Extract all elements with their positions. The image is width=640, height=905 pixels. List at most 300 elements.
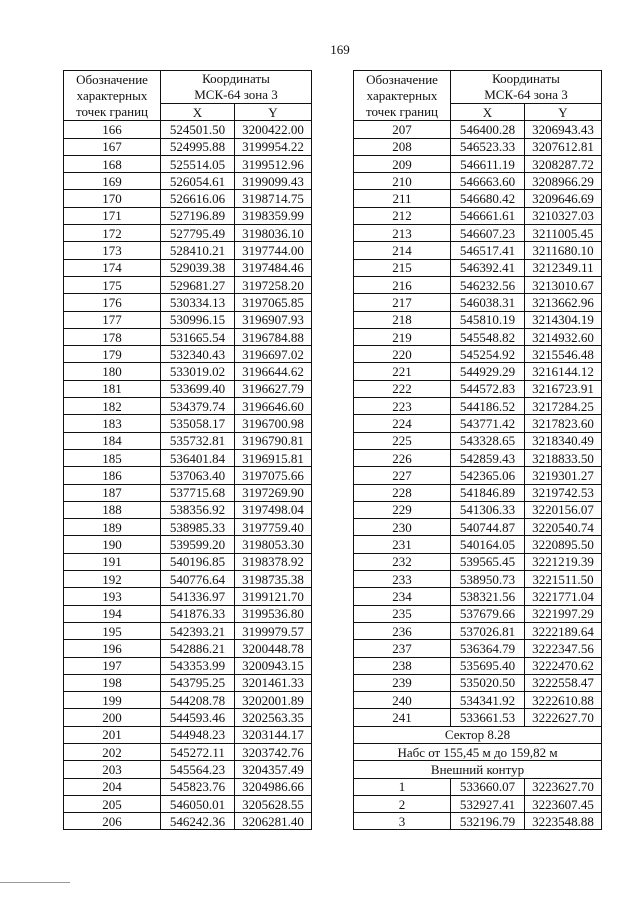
point-id-cell: 220 <box>354 346 451 363</box>
table-row <box>64 311 312 328</box>
point-id-cell: 219 <box>354 328 451 345</box>
coord-y-cell: 3213010.67 <box>525 276 602 293</box>
table-row <box>354 657 602 674</box>
header-line: Обозначение <box>366 71 438 87</box>
point-id-cell: 226 <box>354 449 451 466</box>
table-row <box>354 674 602 691</box>
coord-y-cell: 3222627.70 <box>525 709 602 726</box>
point-id-cell: 180 <box>64 363 161 380</box>
coord-y-cell: 3199954.22 <box>235 138 312 155</box>
coord-x-cell: 534379.74 <box>161 398 235 415</box>
coord-y-cell: 3210327.03 <box>525 207 602 224</box>
contour-title-row <box>354 761 602 778</box>
header-x: X <box>451 104 525 121</box>
table-row <box>64 519 312 536</box>
coord-x-cell: 538356.92 <box>161 501 235 518</box>
table-row <box>354 553 602 570</box>
coord-y-cell: 3204986.66 <box>235 778 312 795</box>
coord-x-cell: 540744.87 <box>451 519 525 536</box>
coord-y-cell: 3216144.12 <box>525 363 602 380</box>
sector-title-row <box>354 726 602 743</box>
coord-y-cell: 3203144.17 <box>235 726 312 743</box>
coord-x-cell: 544929.29 <box>451 363 525 380</box>
point-id-cell: 241 <box>354 709 451 726</box>
coord-x-cell: 544572.83 <box>451 380 525 397</box>
table-row <box>354 121 602 138</box>
coord-x-cell: 546400.28 <box>451 121 525 138</box>
coord-x-cell: 535020.50 <box>451 674 525 691</box>
coord-x-cell: 545823.76 <box>161 778 235 795</box>
coord-x-cell: 543771.42 <box>451 415 525 432</box>
header-point-designation <box>354 71 451 121</box>
header-line: МСК-64 зона 3 <box>484 87 568 102</box>
coord-x-cell: 545272.11 <box>161 743 235 760</box>
coord-y-cell: 3196784.88 <box>235 328 312 345</box>
sector-subtitle: Набс от 155,45 м до 159,82 м <box>354 743 602 760</box>
coord-x-cell: 535058.17 <box>161 415 235 432</box>
point-id-cell: 203 <box>64 761 161 778</box>
table-row <box>354 259 602 276</box>
coord-x-cell: 546680.42 <box>451 190 525 207</box>
coord-x-cell: 532196.79 <box>451 813 525 830</box>
coord-y-cell: 3201461.33 <box>235 674 312 691</box>
table-row <box>64 415 312 432</box>
coord-x-cell: 545548.82 <box>451 328 525 345</box>
coord-y-cell: 3214304.19 <box>525 311 602 328</box>
coord-x-cell: 530334.13 <box>161 294 235 311</box>
coord-y-cell: 3205628.55 <box>235 795 312 812</box>
point-id-cell: 196 <box>64 640 161 657</box>
header-y: Y <box>525 104 602 121</box>
point-id-cell: 200 <box>64 709 161 726</box>
table-row <box>64 657 312 674</box>
coord-y-cell: 3200943.15 <box>235 657 312 674</box>
point-id-cell: 230 <box>354 519 451 536</box>
point-id-cell: 236 <box>354 622 451 639</box>
point-id-cell: 177 <box>64 311 161 328</box>
point-id-cell: 175 <box>64 276 161 293</box>
header-line: характерных <box>366 87 438 103</box>
point-id-cell: 227 <box>354 467 451 484</box>
table-row <box>64 605 312 622</box>
point-id-cell: 232 <box>354 553 451 570</box>
table-row <box>64 795 312 812</box>
coord-x-cell: 527795.49 <box>161 225 235 242</box>
coord-x-cell: 524995.88 <box>161 138 235 155</box>
coord-y-cell: 3214932.60 <box>525 328 602 345</box>
table-row <box>64 536 312 553</box>
coord-x-cell: 533699.40 <box>161 380 235 397</box>
table-row <box>354 778 602 795</box>
point-id-cell: 166 <box>64 121 161 138</box>
coord-y-cell: 3196700.98 <box>235 415 312 432</box>
coord-x-cell: 542859.43 <box>451 449 525 466</box>
coord-x-cell: 541846.89 <box>451 484 525 501</box>
coord-y-cell: 3198359.99 <box>235 207 312 224</box>
point-id-cell: 173 <box>64 242 161 259</box>
coord-y-cell: 3221511.50 <box>525 571 602 588</box>
coord-y-cell: 3196644.62 <box>235 363 312 380</box>
header-line: Координаты <box>202 71 270 86</box>
point-id-cell: 204 <box>64 778 161 795</box>
table-row <box>354 173 602 190</box>
point-id-cell: 190 <box>64 536 161 553</box>
coord-y-cell: 3211680.10 <box>525 242 602 259</box>
coord-y-cell: 3221219.39 <box>525 553 602 570</box>
coord-y-cell: 3217823.60 <box>525 415 602 432</box>
table-row <box>64 155 312 172</box>
coord-y-cell: 3199979.57 <box>235 622 312 639</box>
table-row <box>354 398 602 415</box>
point-id-cell: 216 <box>354 276 451 293</box>
point-id-cell: 233 <box>354 571 451 588</box>
table-row <box>64 432 312 449</box>
table-row <box>64 242 312 259</box>
table-row <box>64 380 312 397</box>
header-coordinates <box>451 71 602 104</box>
table-row <box>354 311 602 328</box>
coord-x-cell: 539599.20 <box>161 536 235 553</box>
coord-y-cell: 3223627.70 <box>525 778 602 795</box>
coord-y-cell: 3211005.45 <box>525 225 602 242</box>
coord-y-cell: 3217284.25 <box>525 398 602 415</box>
coord-y-cell: 3222558.47 <box>525 674 602 691</box>
coord-x-cell: 546661.61 <box>451 207 525 224</box>
point-id-cell: 205 <box>64 795 161 812</box>
coord-x-cell: 532927.41 <box>451 795 525 812</box>
coord-x-cell: 533661.53 <box>451 709 525 726</box>
coord-x-cell: 540196.85 <box>161 553 235 570</box>
table-row <box>354 536 602 553</box>
header-y: Y <box>235 104 312 121</box>
coord-x-cell: 537715.68 <box>161 484 235 501</box>
coord-y-cell: 3219742.53 <box>525 484 602 501</box>
point-id-cell: 214 <box>354 242 451 259</box>
table-row <box>64 622 312 639</box>
coord-y-cell: 3197498.04 <box>235 501 312 518</box>
point-id-cell: 176 <box>64 294 161 311</box>
coord-x-cell: 546038.31 <box>451 294 525 311</box>
point-id-cell: 169 <box>64 173 161 190</box>
header-line: Координаты <box>492 71 560 86</box>
table-row <box>64 449 312 466</box>
sector-subtitle-row <box>354 743 602 760</box>
coord-x-cell: 544186.52 <box>451 398 525 415</box>
header-line: характерных <box>76 87 148 103</box>
table-row <box>64 709 312 726</box>
coord-y-cell: 3222189.64 <box>525 622 602 639</box>
coord-x-cell: 543795.25 <box>161 674 235 691</box>
coord-x-cell: 524501.50 <box>161 121 235 138</box>
table-row <box>64 588 312 605</box>
table-row <box>354 207 602 224</box>
coord-x-cell: 527196.89 <box>161 207 235 224</box>
coord-y-cell: 3220540.74 <box>525 519 602 536</box>
table-row <box>354 242 602 259</box>
coord-x-cell: 546232.56 <box>451 276 525 293</box>
point-id-cell: 234 <box>354 588 451 605</box>
table-row <box>354 346 602 363</box>
coord-y-cell: 3212349.11 <box>525 259 602 276</box>
coord-x-cell: 541876.33 <box>161 605 235 622</box>
coord-y-cell: 3198378.92 <box>235 553 312 570</box>
coord-x-cell: 528410.21 <box>161 242 235 259</box>
point-id-cell: 221 <box>354 363 451 380</box>
point-id-cell: 222 <box>354 380 451 397</box>
table-row <box>354 795 602 812</box>
point-id-cell: 184 <box>64 432 161 449</box>
point-id-cell: 199 <box>64 692 161 709</box>
coordinates-table-left <box>63 70 312 830</box>
coord-y-cell: 3204357.49 <box>235 761 312 778</box>
coord-x-cell: 530996.15 <box>161 311 235 328</box>
coord-x-cell: 540164.05 <box>451 536 525 553</box>
table-row <box>64 294 312 311</box>
point-id-cell: 240 <box>354 692 451 709</box>
coord-y-cell: 3222610.88 <box>525 692 602 709</box>
coord-x-cell: 542886.21 <box>161 640 235 657</box>
table-row <box>354 605 602 622</box>
coord-y-cell: 3206943.43 <box>525 121 602 138</box>
coord-y-cell: 3197269.90 <box>235 484 312 501</box>
coord-x-cell: 533019.02 <box>161 363 235 380</box>
coord-x-cell: 543353.99 <box>161 657 235 674</box>
point-id-cell: 193 <box>64 588 161 605</box>
table-row <box>64 813 312 830</box>
coord-y-cell: 3196790.81 <box>235 432 312 449</box>
coord-y-cell: 3206281.40 <box>235 813 312 830</box>
coord-x-cell: 544593.46 <box>161 709 235 726</box>
point-id-cell: 192 <box>64 571 161 588</box>
table-row <box>64 692 312 709</box>
coord-y-cell: 3197075.66 <box>235 467 312 484</box>
table-row <box>354 501 602 518</box>
coord-y-cell: 3196915.81 <box>235 449 312 466</box>
coord-x-cell: 543328.65 <box>451 432 525 449</box>
table-row <box>354 363 602 380</box>
coord-y-cell: 3203742.76 <box>235 743 312 760</box>
coord-y-cell: 3223548.88 <box>525 813 602 830</box>
coord-y-cell: 3216723.91 <box>525 380 602 397</box>
coord-y-cell: 3202001.89 <box>235 692 312 709</box>
table-row <box>64 501 312 518</box>
table-row <box>354 276 602 293</box>
table-row <box>354 640 602 657</box>
coord-y-cell: 3220895.50 <box>525 536 602 553</box>
coord-x-cell: 532340.43 <box>161 346 235 363</box>
point-id-cell: 238 <box>354 657 451 674</box>
point-id-cell: 188 <box>64 501 161 518</box>
point-id-cell: 197 <box>64 657 161 674</box>
point-id-cell: 213 <box>354 225 451 242</box>
coord-y-cell: 3199099.43 <box>235 173 312 190</box>
point-id-cell: 217 <box>354 294 451 311</box>
coord-y-cell: 3198036.10 <box>235 225 312 242</box>
coord-x-cell: 533660.07 <box>451 778 525 795</box>
coord-x-cell: 536364.79 <box>451 640 525 657</box>
table-row <box>64 121 312 138</box>
point-id-cell: 183 <box>64 415 161 432</box>
coord-x-cell: 545564.23 <box>161 761 235 778</box>
table-row <box>354 225 602 242</box>
point-id-cell: 185 <box>64 449 161 466</box>
table-row <box>354 138 602 155</box>
table-row <box>354 328 602 345</box>
coord-x-cell: 546242.36 <box>161 813 235 830</box>
coord-x-cell: 545810.19 <box>451 311 525 328</box>
point-id-cell: 210 <box>354 173 451 190</box>
coord-y-cell: 3199121.70 <box>235 588 312 605</box>
coord-y-cell: 3222470.62 <box>525 657 602 674</box>
coord-x-cell: 545254.92 <box>451 346 525 363</box>
point-id-cell: 231 <box>354 536 451 553</box>
coord-x-cell: 539565.45 <box>451 553 525 570</box>
coord-y-cell: 3202563.35 <box>235 709 312 726</box>
coord-x-cell: 546392.41 <box>451 259 525 276</box>
point-id-cell: 206 <box>64 813 161 830</box>
coord-y-cell: 3196907.93 <box>235 311 312 328</box>
coord-y-cell: 3208966.29 <box>525 173 602 190</box>
table-row <box>354 622 602 639</box>
point-id-cell: 195 <box>64 622 161 639</box>
coord-x-cell: 537026.81 <box>451 622 525 639</box>
table-row <box>354 692 602 709</box>
table-row <box>354 484 602 501</box>
table-row <box>64 398 312 415</box>
point-id-cell: 224 <box>354 415 451 432</box>
point-id-cell: 198 <box>64 674 161 691</box>
point-id-cell: 174 <box>64 259 161 276</box>
coord-y-cell: 3198714.75 <box>235 190 312 207</box>
header-point-designation <box>64 71 161 121</box>
point-id-cell: 181 <box>64 380 161 397</box>
table-row <box>64 484 312 501</box>
coord-y-cell: 3209646.69 <box>525 190 602 207</box>
footer-rule <box>0 882 70 883</box>
coord-x-cell: 546607.23 <box>451 225 525 242</box>
coord-x-cell: 535695.40 <box>451 657 525 674</box>
coord-y-cell: 3221771.04 <box>525 588 602 605</box>
table-row <box>64 640 312 657</box>
table-row <box>64 259 312 276</box>
coord-x-cell: 542393.21 <box>161 622 235 639</box>
coord-y-cell: 3197759.40 <box>235 519 312 536</box>
point-id-cell: 235 <box>354 605 451 622</box>
point-id-cell: 239 <box>354 674 451 691</box>
table-row <box>64 207 312 224</box>
coord-x-cell: 542365.06 <box>451 467 525 484</box>
coord-y-cell: 3196646.60 <box>235 398 312 415</box>
table-row <box>64 173 312 190</box>
point-id-cell: 208 <box>354 138 451 155</box>
coord-y-cell: 3196697.02 <box>235 346 312 363</box>
table-row <box>64 276 312 293</box>
coord-y-cell: 3213662.96 <box>525 294 602 311</box>
coord-y-cell: 3220156.07 <box>525 501 602 518</box>
table-row <box>354 467 602 484</box>
table-row <box>64 778 312 795</box>
coord-y-cell: 3198735.38 <box>235 571 312 588</box>
header-line: МСК-64 зона 3 <box>194 87 278 102</box>
table-row <box>354 709 602 726</box>
coord-y-cell: 3208287.72 <box>525 155 602 172</box>
point-id-cell: 170 <box>64 190 161 207</box>
coord-y-cell: 3215546.48 <box>525 346 602 363</box>
point-id-cell: 211 <box>354 190 451 207</box>
point-id-cell: 229 <box>354 501 451 518</box>
point-id-cell: 228 <box>354 484 451 501</box>
table-row <box>64 674 312 691</box>
table-row <box>64 571 312 588</box>
table-row <box>354 813 602 830</box>
table-row <box>354 415 602 432</box>
coord-x-cell: 544948.23 <box>161 726 235 743</box>
point-id-cell: 172 <box>64 225 161 242</box>
coord-y-cell: 3197744.00 <box>235 242 312 259</box>
coord-x-cell: 531665.54 <box>161 328 235 345</box>
table-row <box>64 467 312 484</box>
point-id-cell: 223 <box>354 398 451 415</box>
sector-title: Сектор 8.28 <box>354 726 602 743</box>
coord-x-cell: 546523.33 <box>451 138 525 155</box>
table-row <box>354 571 602 588</box>
table-row <box>354 432 602 449</box>
table-row <box>354 588 602 605</box>
table-row <box>354 449 602 466</box>
table-row <box>354 380 602 397</box>
table-row <box>354 519 602 536</box>
coord-y-cell: 3222347.56 <box>525 640 602 657</box>
point-id-cell: 202 <box>64 743 161 760</box>
point-id-cell: 179 <box>64 346 161 363</box>
coord-y-cell: 3197484.46 <box>235 259 312 276</box>
point-id-cell: 186 <box>64 467 161 484</box>
header-line: точек границ <box>75 103 149 119</box>
coord-x-cell: 538321.56 <box>451 588 525 605</box>
point-id-cell: 178 <box>64 328 161 345</box>
header-line: точек границ <box>365 103 439 119</box>
table-row <box>64 138 312 155</box>
table-row <box>64 190 312 207</box>
point-id-cell: 189 <box>64 519 161 536</box>
coord-x-cell: 541306.33 <box>451 501 525 518</box>
coord-y-cell: 3197065.85 <box>235 294 312 311</box>
point-id-cell: 3 <box>354 813 451 830</box>
coord-x-cell: 540776.64 <box>161 571 235 588</box>
coord-y-cell: 3200448.78 <box>235 640 312 657</box>
coord-y-cell: 3198053.30 <box>235 536 312 553</box>
coord-y-cell: 3221997.29 <box>525 605 602 622</box>
table-row <box>64 743 312 760</box>
coord-y-cell: 3197258.20 <box>235 276 312 293</box>
coord-x-cell: 537679.66 <box>451 605 525 622</box>
coord-x-cell: 538950.73 <box>451 571 525 588</box>
point-id-cell: 194 <box>64 605 161 622</box>
page-number: 169 <box>330 42 350 57</box>
coord-x-cell: 529681.27 <box>161 276 235 293</box>
header-coordinates <box>161 71 312 104</box>
point-id-cell: 212 <box>354 207 451 224</box>
table-row <box>64 346 312 363</box>
coord-x-cell: 546663.60 <box>451 173 525 190</box>
coord-y-cell: 3199536.80 <box>235 605 312 622</box>
table-row <box>64 225 312 242</box>
coord-y-cell: 3200422.00 <box>235 121 312 138</box>
point-id-cell: 1 <box>354 778 451 795</box>
table-row <box>64 761 312 778</box>
contour-title: Внешний контур <box>354 761 602 778</box>
coord-x-cell: 536401.84 <box>161 449 235 466</box>
